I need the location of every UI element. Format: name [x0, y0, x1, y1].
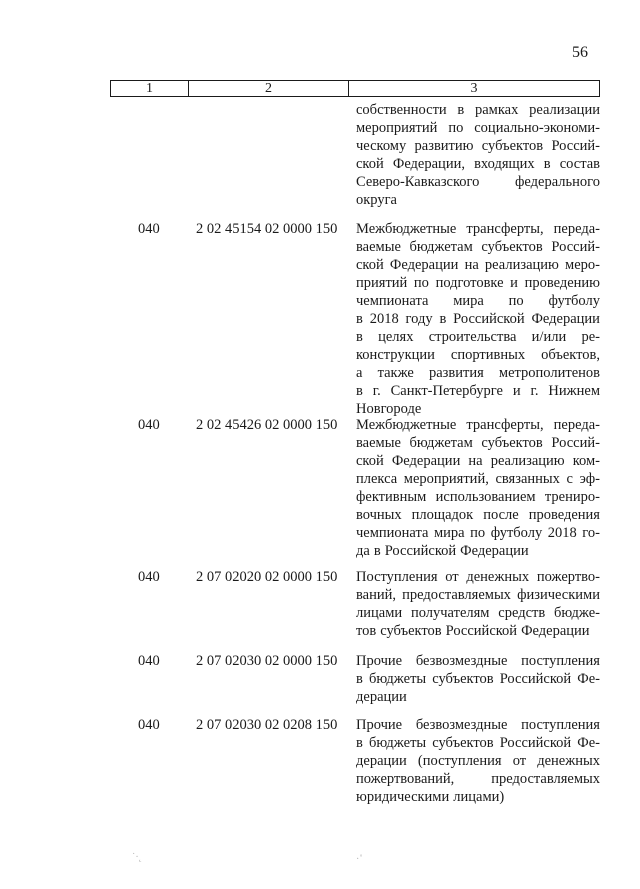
description-word: проведения [528, 507, 600, 523]
description-word: с [566, 471, 573, 487]
description-word: эф- [579, 471, 600, 487]
description-line [356, 604, 600, 622]
description-line [356, 238, 600, 256]
scan-mark-right: ·˚ [356, 854, 363, 865]
description-word: Нижнем [548, 383, 600, 399]
description-word: Россий- [551, 138, 600, 154]
description-line [356, 220, 600, 238]
description-word: реализацию [484, 257, 559, 273]
header-col-2: 2 [189, 81, 349, 96]
description-word: Фе- [577, 671, 600, 687]
description-word: реализации [529, 102, 600, 118]
description-word: юридическими [356, 789, 450, 805]
description-word: мероприятий, [403, 471, 489, 487]
description-word: в [439, 311, 447, 327]
description-word: связанных [495, 471, 560, 487]
description-word: Межбюджетные [356, 221, 457, 237]
description-word: конструкции [356, 347, 435, 363]
description-word: Федерации [460, 543, 529, 559]
description-word: Фе- [577, 735, 600, 751]
description-word: целях [378, 329, 414, 345]
description-word: плекса [356, 471, 398, 487]
description-word: субъектов [481, 435, 543, 451]
description-word: Российской [499, 735, 572, 751]
description-line [356, 542, 600, 560]
description-word: в [356, 311, 363, 327]
description-word: субъектов [481, 239, 543, 255]
description-word: ской [356, 453, 384, 469]
row-description [356, 220, 600, 418]
description-word: футболу [490, 525, 543, 541]
description-word: ской [356, 257, 384, 273]
description-word: г. [372, 383, 381, 399]
description-word: переда- [553, 221, 600, 237]
description-line [356, 416, 600, 434]
description-word: физическими [517, 587, 600, 603]
description-word: средств [498, 605, 546, 621]
description-word: объектов, [541, 347, 600, 363]
description-word: Федерации [521, 623, 590, 639]
description-word: получателям [410, 605, 490, 621]
description-word: лицами) [453, 789, 505, 805]
description-line [356, 274, 600, 292]
description-line [356, 382, 600, 400]
description-line [356, 716, 600, 734]
row-description [356, 568, 600, 640]
description-word: по [448, 120, 464, 136]
description-line [356, 506, 600, 524]
description-word: субъектов [432, 671, 494, 687]
description-word: по [413, 275, 429, 291]
description-word: бюджетам [409, 435, 473, 451]
description-word: бюджеты [368, 671, 427, 687]
budget-code: 2 07 02020 02 0000 150 [196, 569, 338, 585]
description-word: меро- [565, 257, 600, 273]
description-word: Российской [453, 311, 525, 327]
description-word: а [356, 365, 363, 381]
description-word: также [377, 365, 414, 381]
description-word: предоставляемых [402, 587, 511, 603]
description-word: Федерации [531, 311, 600, 327]
description-word: вочных [356, 507, 402, 523]
description-word: ваемые [356, 239, 401, 255]
description-word: и [510, 275, 518, 291]
description-word: поступления [521, 653, 600, 669]
admin-code: 040 [138, 221, 160, 237]
description-word: Российской [499, 671, 572, 687]
description-word: трансферты, [466, 221, 544, 237]
description-word: от [512, 753, 527, 769]
description-word: социально-экономи- [474, 120, 600, 136]
description-line [356, 191, 600, 209]
description-word: пожертвований, [356, 771, 455, 787]
description-word: ской [356, 156, 384, 172]
scan-mark-left: ˙·˛ [132, 852, 142, 863]
description-word: лицами [356, 605, 403, 621]
description-word: трансферты, [466, 417, 544, 433]
budget-code: 2 07 02030 02 0208 150 [196, 717, 338, 733]
description-line [356, 155, 600, 173]
description-word: Российской [445, 623, 518, 639]
description-word: Поступления [356, 569, 438, 585]
table-header [110, 80, 600, 97]
description-word: ваний, [356, 587, 396, 603]
description-word: 2018 [547, 525, 577, 541]
description-word: метрополитенов [498, 365, 600, 381]
description-word: приятий [356, 275, 408, 291]
description-word: в [356, 735, 363, 751]
description-word: в [373, 543, 381, 559]
description-word: фективным [356, 489, 427, 505]
page-number: 56 [572, 44, 588, 61]
description-word: по [470, 525, 486, 541]
description-word: ре- [581, 329, 600, 345]
description-line [356, 328, 600, 346]
description-word: году [405, 311, 433, 327]
description-word: Межбюджетные [356, 417, 457, 433]
description-word: субъектов [380, 623, 442, 639]
description-word: ком- [572, 453, 600, 469]
admin-code: 040 [138, 417, 160, 433]
description-word: в [356, 383, 363, 399]
description-word: в [356, 671, 363, 687]
description-line [356, 470, 600, 488]
description-word: от [445, 569, 459, 585]
description-line [356, 101, 600, 119]
description-word: и/или [531, 329, 567, 345]
budget-code: 2 07 02030 02 0000 150 [196, 653, 338, 669]
description-word: дерации [356, 689, 407, 705]
row-description [356, 716, 600, 806]
description-word: поступления [521, 717, 600, 733]
description-word: Федерации [391, 453, 461, 469]
description-word: пожертво- [536, 569, 600, 585]
description-line [356, 670, 600, 688]
description-word: бюджеты [368, 735, 427, 751]
description-line [356, 770, 600, 788]
description-line [356, 173, 600, 191]
description-word: Федерации [389, 257, 459, 273]
description-word: бюджетам [409, 239, 473, 255]
description-word: ваемые [356, 435, 401, 451]
description-word: безвозмездные [415, 653, 508, 669]
row-description [356, 652, 600, 706]
description-line [356, 688, 600, 706]
description-word: в [457, 102, 465, 118]
description-word: и [512, 383, 521, 399]
description-word: состав [559, 156, 600, 172]
description-word: развития [428, 365, 484, 381]
description-word: на [464, 257, 479, 273]
description-word: бюдже- [554, 605, 600, 621]
description-line [356, 752, 600, 770]
description-word: в [356, 329, 363, 345]
description-word: ческому [356, 138, 407, 154]
admin-code: 040 [138, 717, 160, 733]
description-word: чемпионата [356, 525, 429, 541]
description-line [356, 119, 600, 137]
description-line [356, 256, 600, 274]
budget-code: 2 02 45426 02 0000 150 [196, 417, 338, 433]
description-word: после [483, 507, 519, 523]
description-word: Северо-Кавказского [356, 174, 480, 190]
description-line [356, 524, 600, 542]
description-word: мира [433, 525, 465, 541]
description-line [356, 622, 600, 640]
description-word: г. [530, 383, 539, 399]
description-line [356, 488, 600, 506]
description-word: округа [356, 192, 397, 208]
description-word: площадок [411, 507, 474, 523]
description-line [356, 788, 600, 806]
description-word: на [468, 453, 483, 469]
description-word: субъектов [481, 138, 544, 154]
description-word: да [356, 543, 370, 559]
description-word: тов [356, 623, 377, 639]
description-word: Санкт-Петербурге [390, 383, 503, 399]
description-line [356, 568, 600, 586]
description-word: Федерации, [392, 156, 465, 172]
description-word: Россий- [551, 435, 600, 451]
description-word: в [543, 156, 551, 172]
description-word: дерации [356, 753, 407, 769]
description-word: го- [582, 525, 600, 541]
continuation-description [356, 101, 600, 209]
description-word: проведению [524, 275, 600, 291]
description-line [356, 364, 600, 382]
description-word: футболу [548, 293, 600, 309]
description-word: денежных [466, 569, 530, 585]
budget-code: 2 02 45154 02 0000 150 [196, 221, 338, 237]
admin-code: 040 [138, 569, 160, 585]
description-word: Новгороде [356, 401, 422, 417]
description-word: по [508, 293, 524, 309]
description-word: рамках [475, 102, 519, 118]
description-word: федерального [515, 174, 600, 190]
description-word: строительства [428, 329, 517, 345]
description-word: реализацию [490, 453, 565, 469]
description-word: спортивных [450, 347, 526, 363]
description-line [356, 346, 600, 364]
description-word: Российской [384, 543, 457, 559]
description-word: Россий- [551, 239, 600, 255]
description-line [356, 452, 600, 470]
description-line [356, 292, 600, 310]
header-col-1: 1 [111, 81, 189, 96]
admin-code: 040 [138, 653, 160, 669]
description-word: трениро- [544, 489, 600, 505]
description-word: собственности [356, 102, 447, 118]
description-word: Прочие [356, 717, 403, 733]
description-word: денежных [537, 753, 600, 769]
description-line [356, 586, 600, 604]
description-word: мероприятий [356, 120, 438, 136]
description-word: субъектов [432, 735, 494, 751]
header-col-3: 3 [470, 81, 478, 96]
description-line [356, 310, 600, 328]
description-word: предоставляемых [491, 771, 600, 787]
description-word: мира [453, 293, 484, 309]
description-word: чемпионата [356, 293, 429, 309]
description-word: переда- [553, 417, 600, 433]
description-word: входящих [474, 156, 535, 172]
row-description [356, 416, 600, 560]
description-word: Прочие [356, 653, 403, 669]
description-line [356, 652, 600, 670]
description-line [356, 434, 600, 452]
description-line [356, 734, 600, 752]
description-word: развитию [414, 138, 474, 154]
description-word: безвозмездные [415, 717, 508, 733]
description-word: 2018 [369, 311, 399, 327]
description-word: подготовке [435, 275, 504, 291]
description-word: использованием [435, 489, 536, 505]
description-line [356, 137, 600, 155]
description-word: (поступления [417, 753, 502, 769]
